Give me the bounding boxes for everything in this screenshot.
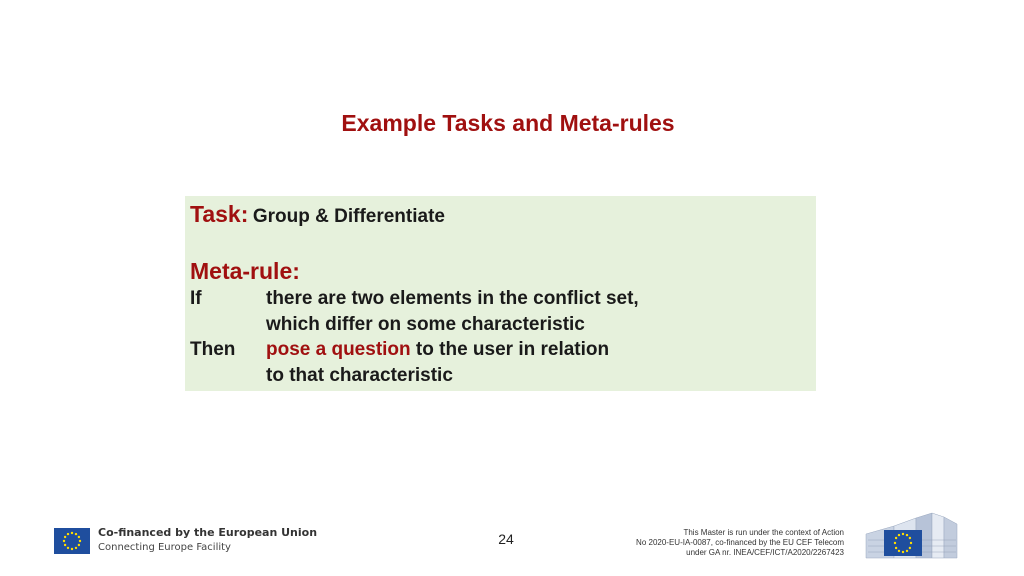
then-row [190, 339, 609, 361]
meta-rule-heading: Meta-rule: [190, 258, 300, 284]
if-keyword: If [190, 288, 202, 309]
if-row [190, 288, 639, 310]
if-line-2: which differ on some characteristic [266, 314, 585, 335]
page-number: 24 [498, 531, 514, 547]
funding-note-line-1: This Master is run under the context of Action [683, 528, 844, 537]
task-line [190, 201, 445, 228]
cofinancing-logo [54, 526, 318, 556]
cofinanced-text: Co-financed by the European Union [98, 526, 318, 539]
eu-flag-icon [54, 528, 90, 554]
if-line-1: there are two elements in the conflict set, [266, 288, 639, 309]
task-value: Group & Differentiate [252, 206, 445, 227]
rule-box [185, 196, 816, 391]
then-keyword: Then [190, 339, 236, 360]
slide-title: Example Tasks and Meta-rules [341, 110, 675, 136]
then-continuation-row [190, 365, 453, 387]
then-line-1-rest: to the user in relation [410, 339, 610, 360]
facility-text: Connecting Europe Facility [98, 542, 231, 553]
task-label: Task: [190, 201, 249, 227]
european-commission-logo-icon [864, 512, 959, 560]
if-continuation-row [190, 314, 585, 336]
funding-note [636, 528, 844, 558]
funding-note-line-3: under GA nr. INEA/CEF/ICT/A2020/2267423 [686, 548, 844, 557]
then-line-1 [266, 339, 609, 361]
then-highlight: pose a question [266, 339, 411, 360]
cofinancing-texts [98, 526, 317, 553]
funding-note-line-2: No 2020-EU-IA-0087, co-financed by the EU CEF Telecom [636, 538, 844, 547]
then-line-2: to that characteristic [266, 365, 453, 386]
